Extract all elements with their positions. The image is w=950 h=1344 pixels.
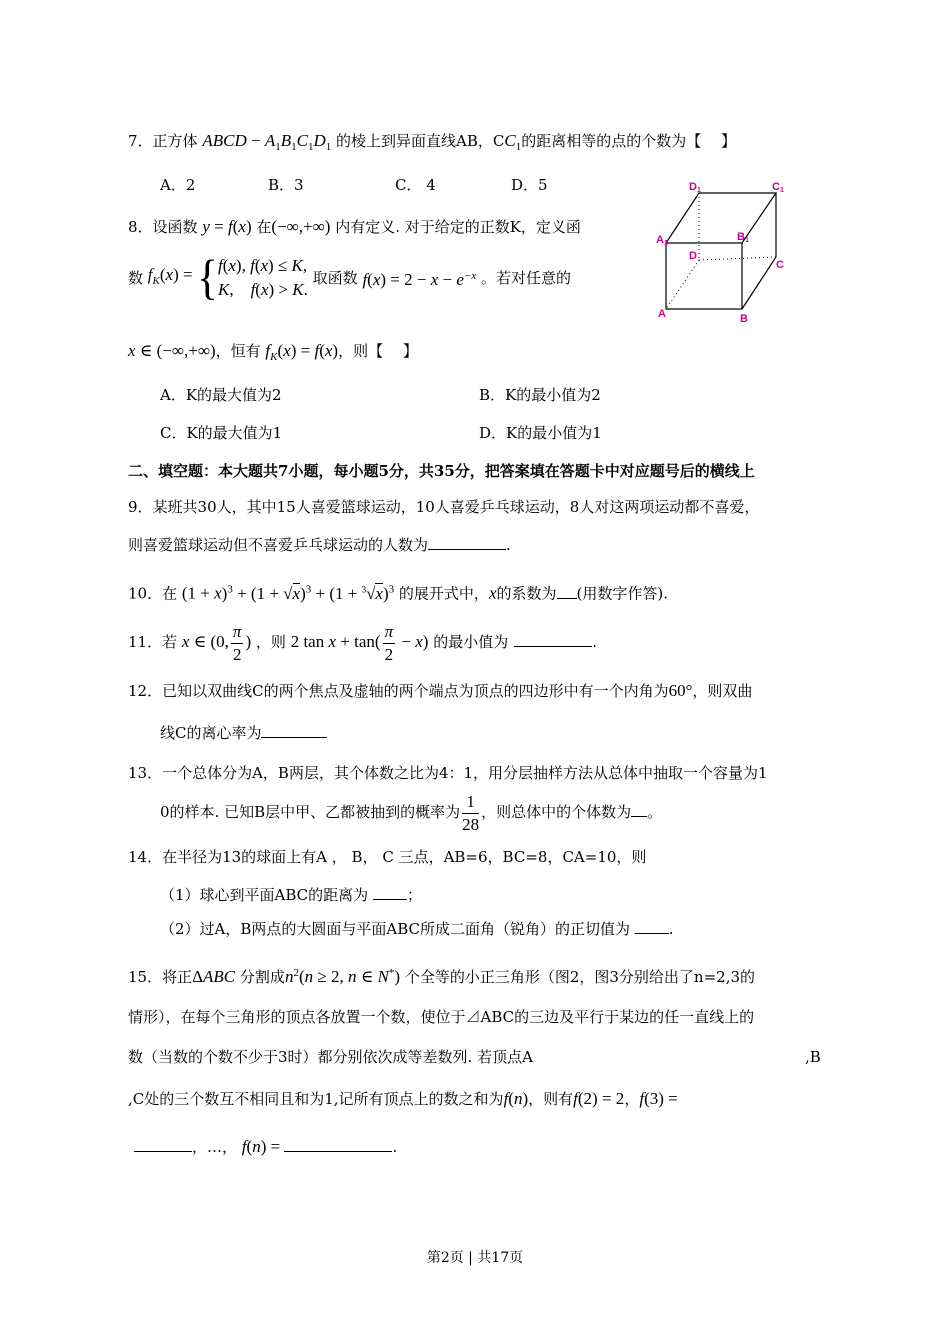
q13-probability-fraction: $\frac{1}{28}$ bbox=[462, 791, 480, 834]
cube-hidden-edge-ad bbox=[666, 260, 699, 309]
q15-line4: ,C处的三个数互不相同且和为1,记所有顶点上的数之和为f(n)，则有f(2) = 2，f(3) = bbox=[128, 1089, 678, 1108]
q12-answer-blank[interactable] bbox=[261, 723, 327, 738]
q15-line3a: 数（当数的个数不少于3时）都分别依次成等差数列. 若顶点A bbox=[128, 1048, 533, 1066]
q11-number: 11．若 bbox=[128, 633, 178, 651]
q7-option-d: D．5 bbox=[511, 176, 548, 194]
q8-option-c: C．K的最大值为1 bbox=[160, 424, 283, 442]
q10-line: 10．在 $(1 + x)^3 + (1 + √x)^3 + (1 + ^3√x)^3$ 的展开式中，x的系数为 (用数字作答). bbox=[128, 583, 668, 603]
q9-line2: 则喜爱篮球运动但不喜爱乒乓球运动的人数为 . bbox=[128, 536, 511, 554]
q7-option-b: B．3 bbox=[268, 176, 304, 194]
q14-part2-blank[interactable] bbox=[635, 919, 669, 934]
q7-option-a: A．2 bbox=[160, 176, 196, 194]
label-b: B bbox=[740, 313, 748, 325]
label-d: D bbox=[689, 250, 697, 262]
label-b1: B1 bbox=[737, 231, 749, 244]
cube-hidden-edge-dc bbox=[699, 257, 776, 260]
q8-line2: 数 $f_K(x)$ = { f(x), f(x) ≤ K, K, f(x) > K. 取函数 $f(x) = 2 - x - e^{-x}$ 。若对任意的 bbox=[128, 250, 572, 305]
q8-option-d: D．K的最小值为1 bbox=[479, 424, 602, 442]
page-footer: 第2页 | 共17页 bbox=[426, 1250, 524, 1266]
q9-answer-blank[interactable] bbox=[428, 535, 506, 550]
q7-number: 7． bbox=[128, 132, 153, 150]
q11-line: 11．若 x ∈ (0, $\frac{\pi}{2}$ ) ，则 2 tan x + tan( $\frac{\pi}{2}$ − x) 的最小值为 . bbox=[128, 621, 597, 664]
label-c: C bbox=[776, 259, 784, 271]
q8-line3: x ∈ (−∞,+∞)，恒有 $f_K(x) = f(x)$，则【 】 bbox=[128, 341, 418, 363]
q13-line1: 13．一个总体分为A，B两层，其个体数之比为4：1，用分层抽样方法从总体中抽取一个容量为1 bbox=[128, 764, 768, 782]
label-a1: A1 bbox=[656, 234, 668, 247]
q15-fn-blank[interactable] bbox=[284, 1137, 392, 1152]
piecewise-cases: f(x), f(x) ≤ K, K, f(x) > K. bbox=[217, 256, 308, 299]
q9-line1: 9．某班共30人，其中15人喜爱篮球运动，10人喜爱乒乓球运动，8人对这两项运动都不喜爱， bbox=[128, 498, 760, 516]
q15-line1: 15．将正ΔABC 分割成$n^2(n \ge 2$, n ∈ N*) 个全等的小正三角形（图2，图3分别给出了n=2,3的 bbox=[128, 967, 756, 986]
q7-option-c: C． 4 bbox=[395, 176, 436, 194]
q15-line3b: ,B bbox=[805, 1048, 821, 1066]
cube-right-face bbox=[742, 193, 776, 309]
cube-front-face bbox=[666, 243, 742, 309]
q8-option-b: B．K的最小值为2 bbox=[479, 386, 601, 404]
cube-top-face bbox=[666, 193, 776, 243]
q7-stem: 7．正方体 ABCD − $A_1B_1C_1D_1$ 的棱上到异面直线AB，$CC_1$的距离相等的点的个数为【 】 bbox=[128, 131, 736, 153]
q15-line5: ，…， f(n) = . bbox=[134, 1136, 397, 1158]
q13-line2: 0的样本. 已知B层中甲、乙都被抽到的概率为 $\frac{1}{28}$ ，则总体中的个体数为 。 bbox=[160, 791, 663, 834]
section-2-heading: 二、填空题：本大题共7小题，每小题5分，共35分，把答案填在答题卡中对应题号后的横线上 bbox=[128, 462, 755, 480]
q12-angle: 60° bbox=[668, 681, 693, 700]
label-a: A bbox=[658, 308, 666, 320]
q14-part1-blank[interactable] bbox=[373, 885, 407, 900]
q8-option-a: A．K的最大值为2 bbox=[160, 386, 282, 404]
q12-line2: 线C的离心率为 bbox=[160, 722, 327, 744]
q13-answer-blank[interactable] bbox=[631, 802, 647, 817]
q8-number: 8． bbox=[128, 218, 153, 236]
q14-line1: 14．在半径为13的球面上有A ， B， C 三点，AB=6，BC=8，CA=10，则 bbox=[128, 848, 647, 866]
q15-line2: 情形），在每个三角形的顶点各放置一个数，使位于⊿ABC的三边及平行于某边的任一直线上的 bbox=[128, 1008, 755, 1026]
q8-line1: 8．设函数 y = f(x) 在(−∞,+∞) 内有定义. 对于给定的正数K，定义函 bbox=[128, 217, 581, 236]
label-c1: C1 bbox=[772, 181, 784, 194]
cube-figure bbox=[652, 180, 787, 330]
q14-part2: （2）过A，B两点的大圆面与平面ABC所成二面角（锐角）的正切值为 . bbox=[160, 920, 674, 938]
q14-part1: （1）球心到平面ABC的距离为 ； bbox=[160, 886, 422, 904]
q7-cube-name: ABCD bbox=[202, 131, 247, 150]
q15-f3-blank[interactable] bbox=[134, 1137, 192, 1152]
q11-answer-blank[interactable] bbox=[514, 632, 592, 647]
q10-answer-blank[interactable] bbox=[557, 584, 577, 599]
label-d1: D1 bbox=[689, 181, 701, 194]
q12-line1: 12．已知以双曲线C的两个焦点及虚轴的两个端点为顶点的四边形中有一个内角为60°，则双曲 bbox=[128, 681, 753, 700]
q10-number: 10．在 bbox=[128, 584, 178, 603]
